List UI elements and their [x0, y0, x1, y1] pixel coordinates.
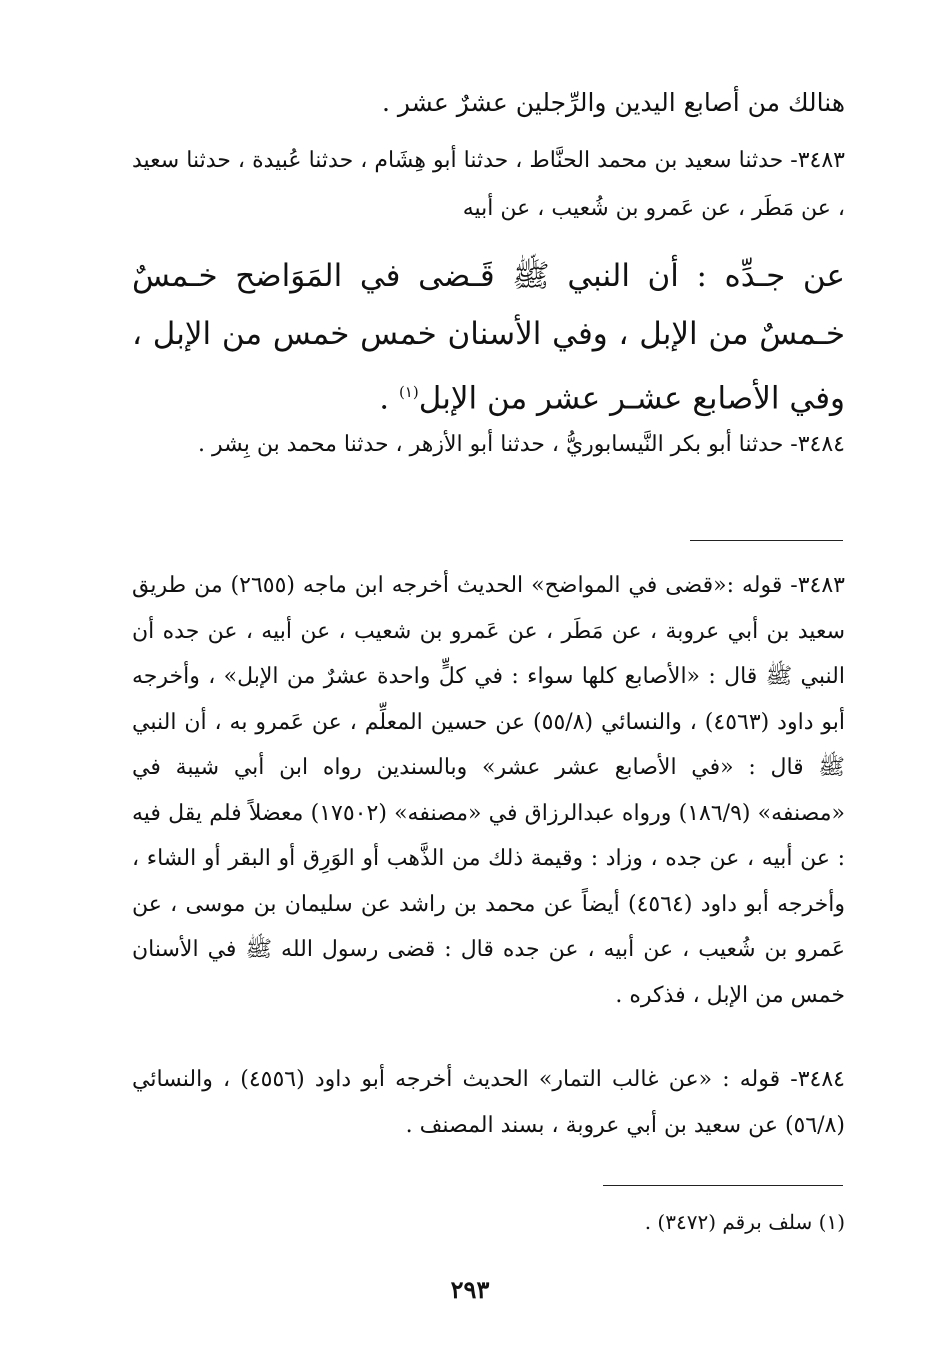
- footnote: (١) سلف برقم (٣٤٧٢) .: [644, 1210, 845, 1234]
- commentary-note-3484: ٣٤٨٤- قوله : «عن غالب التمار» الحديث أخرجه أبو داود (٤٥٥٦) ، والنسائي (٥٦/٨) عن سعيد بن أبي عروبة ، بسند المصنف .: [132, 1067, 845, 1138]
- hadith-3483-isnad: ٣٤٨٣- حدثنا سعيد بن محمد الحنَّاط ، حدثنا أبو هِشَام ، حدثنا عُبيدة ، حدثنا سعيد ، عن مَطَر ، عن عَمرو بن شُعيب ، عن أبيه: [132, 148, 845, 221]
- footnote-reference: (١): [398, 383, 419, 401]
- footnote-separator: [603, 1185, 843, 1186]
- main-text-line: هنالك من أصابع اليدين والرِّجلين عشرٌ عشر .: [381, 88, 845, 117]
- hadith-3483-matn-end: .: [379, 380, 399, 417]
- page-number: ٢٩٣: [450, 1275, 490, 1304]
- hadith-3483-matn-text: عن جـدِّه : أن النبي ﷺ قَـضى في المَوَاضح خـمسٌ خـمسٌ من الإبل ، وفي الأسنان خمس خمس من الإبل ، وفي الأصابع عشـر عشر من الإبل: [132, 258, 845, 417]
- hadith-3483-matn: [132, 247, 845, 427]
- commentary-note-3483: ٣٤٨٣- قوله :«قضى في المواضح» الحديث أخرجه ابن ماجه (٢٦٥٥) من طريق سعيد بن أبي عروبة ، عن مَطَر ، عن عَمرو بن شعيب ، عن أبيه ، عن جده أن النبي ﷺ قال : «الأصابع كلها سواء : في كلٍّ واحدة عشرٌ من الإبل» ، وأخرجه أبو داود (٤٥٦٣) ، والنسائي (٥٥/٨) عن حسين المعلِّم ، عن عَمرو به ، أن النبي ﷺ قال : «في الأصابع عشر عشر» وبالسندين رواه ابن أبي شيبة في «مصنفه» (١٨٦/٩) ورواه عبدالرزاق في «مصنفه» (١٧٥٠٢) معضلاً فلم يقل فيه : عن أبيه ، عن جده ، وزاد : وقيمة ذلك من الذَّهب أو الوَرِق أو البقر أو الشاء ، وأخرجه أبو داود (٤٥٦٤) أيضاً عن محمد بن راشد عن سليمان بن موسى ، عن عَمرو بن شُعيب ، عن أبيه ، عن جده قال : قضى رسول الله ﷺ في الأسنان خمس من الإبل ، فذكره .: [132, 573, 846, 1008]
- notes-separator: [690, 540, 843, 541]
- hadith-3484-isnad: ٣٤٨٤- حدثنا أبو بكر النَّيسابوريُّ ، حدثنا أبو الأزهر ، حدثنا محمد بن بِشر .: [197, 432, 845, 457]
